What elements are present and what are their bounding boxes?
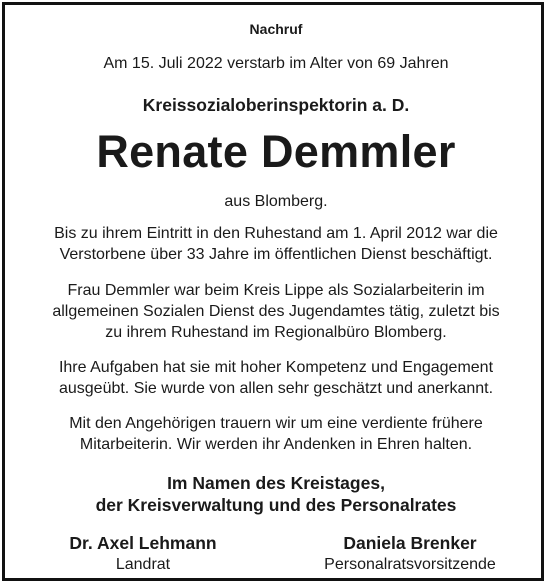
notice-label: Nachruf — [249, 21, 303, 37]
paragraph-line: Bis zu ihrem Eintritt in den Ruhestand am 1. April 2012 war die — [54, 225, 498, 242]
signer-name: Daniela Brenker — [343, 533, 477, 553]
paragraph-line: Mitarbeiterin. Wir werden ihr Andenken in Ehren halten. — [79, 436, 473, 453]
paragraph-line: zu ihrem Ruhestand im Regionalbüro Blomberg. — [105, 324, 447, 341]
paragraph-line: allgemeinen Sozialen Dienst des Jugendamtes tätig, zuletzt bis — [52, 303, 500, 320]
signoff — [5, 472, 547, 516]
paragraph-line: Verstorbene über 33 Jahre im öffentlichen Dienst beschäftigt. — [59, 246, 493, 263]
deceased-title: Kreissozialoberinspektorin a. D. — [142, 95, 410, 115]
paragraph-appreciation — [25, 357, 527, 399]
paragraph-line: Frau Demmler war beim Kreis Lippe als Sozialarbeiterin im — [67, 282, 485, 299]
obituary-frame — [2, 2, 544, 581]
paragraph-line: Ihre Aufgaben hat sie mit hoher Kompetenz und Engagement — [58, 359, 494, 376]
deceased-origin: aus Blomberg. — [224, 193, 328, 210]
paragraph-role — [25, 280, 527, 343]
paragraph-line: Mit den Angehörigen trauern wir um eine verdiente frühere — [69, 415, 483, 432]
signer-role: Personalratsvorsitzende — [324, 556, 496, 573]
paragraph-line: ausgeübt. Sie wurde von allen sehr geschätzt und anerkannt. — [58, 380, 494, 397]
paragraph-condolence — [25, 413, 527, 455]
signer-name: Dr. Axel Lehmann — [69, 533, 217, 553]
signer-role: Landrat — [115, 556, 171, 573]
death-announcement: Am 15. Juli 2022 verstarb im Alter von 69 Jahren — [103, 55, 449, 72]
signoff-line: Im Namen des Kreistages, — [167, 473, 385, 493]
paragraph-career — [25, 223, 527, 265]
signer-personalrat — [290, 533, 530, 575]
signer-landrat — [43, 533, 243, 575]
signoff-line: der Kreisverwaltung und des Personalrates — [95, 495, 457, 515]
deceased-name: Renate Demmler — [96, 126, 456, 177]
